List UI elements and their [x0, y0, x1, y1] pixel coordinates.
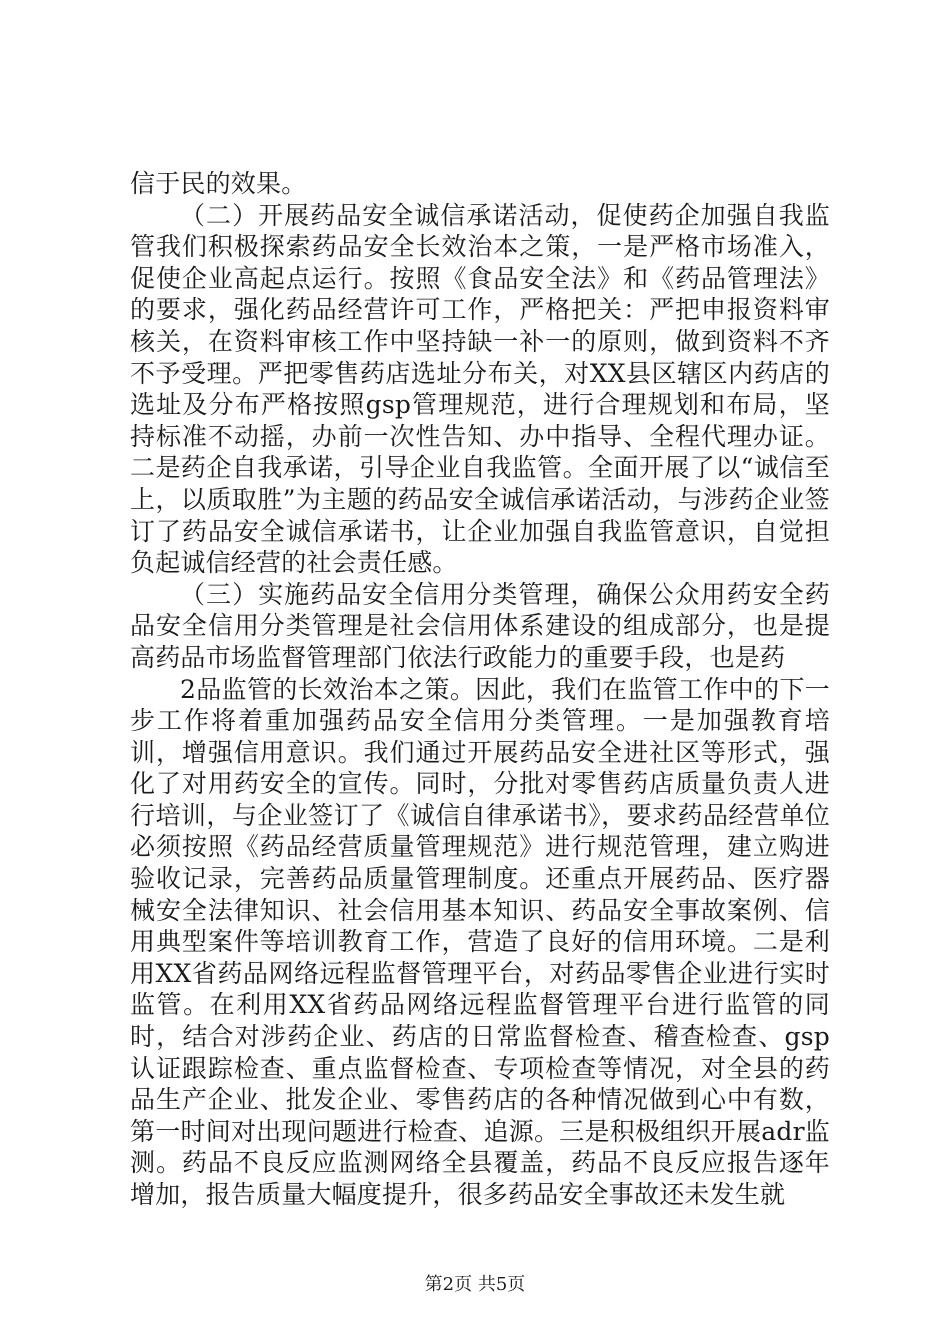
paragraph-section-3-continued: 2品监管的长效治本之策。因此，我们在监管工作中的下一步工作将着重加强药品安全信用分类管理。一是加强教育培训，增强信用意识。我们通过开展药品安全进社区等形式，强化了对用药安全的宣传。同时，分批对零售药店质量负责人进行培训，与企业签订了《诚信自律承诺书》，要求药品经营单位必须按照《药品经营质量管理规范》进行规范管理，建立购进验收记录，完善药品质量管理制度。还重点开展药品、医疗器械安全法律知识、社会信用基本知识、药品安全事故案例、信用典型案件等培训教育工作，营造了良好的信用环境。二是利用XX省药品网络远程监督管理平台，对药品零售企业进行实时监管。在利用XX省药品网络远程监督管理平台进行监管的同时，结合对涉药企业、药店的日常监督检查、稽查检查、gsp认证跟踪检查、重点监督检查、专项检查等情况，对全县的药品生产企业、批发企业、零售药店的各种情况做到心中有数，第一时间对出现问题进行检查、追源。三是积极组织开展adr监测。药品不良反应监测网络全县覆盖，药品不良反应报告逐年增加，报告质量大幅度提升，很多药品安全事故还未发生就	[130, 674, 830, 1209]
page-footer: 第2页 共5页	[424, 1274, 526, 1295]
paragraph-section-3: （三）实施药品安全信用分类管理，确保公众用药安全药品安全信用分类管理是社会信用体系建设的组成部分，也是提高药品市场监督管理部门依法行政能力的重要手段，也是药	[130, 579, 830, 672]
paragraph-continuation: 信于民的效果。	[130, 169, 307, 198]
document-body	[130, 168, 830, 1211]
paragraph-section-2: （二）开展药品安全诚信承诺活动，促使药企加强自我监管我们积极探索药品安全长效治本之策，一是严格市场准入，促使企业高起点运行。按照《食品安全法》和《药品管理法》的要求，强化药品经营许可工作，严格把关：严把申报资料审核关，在资料审核工作中坚持缺一补一的原则，做到资料不齐不予受理。严把零售药店选址分布关，对XX县区辖区内药店的选址及分布严格按照gsp管理规范，进行合理规划和布局，坚持标准不动摇，办前一次性告知、办中指导、全程代理办证。二是药企自我承诺，引导企业自我监管。全面开展了以“诚信至上，以质取胜”为主题的药品安全诚信承诺活动，与涉药企业签订了药品安全诚信承诺书，让企业加强自我监管意识，自觉担负起诚信经营的社会责任感。	[130, 200, 830, 578]
